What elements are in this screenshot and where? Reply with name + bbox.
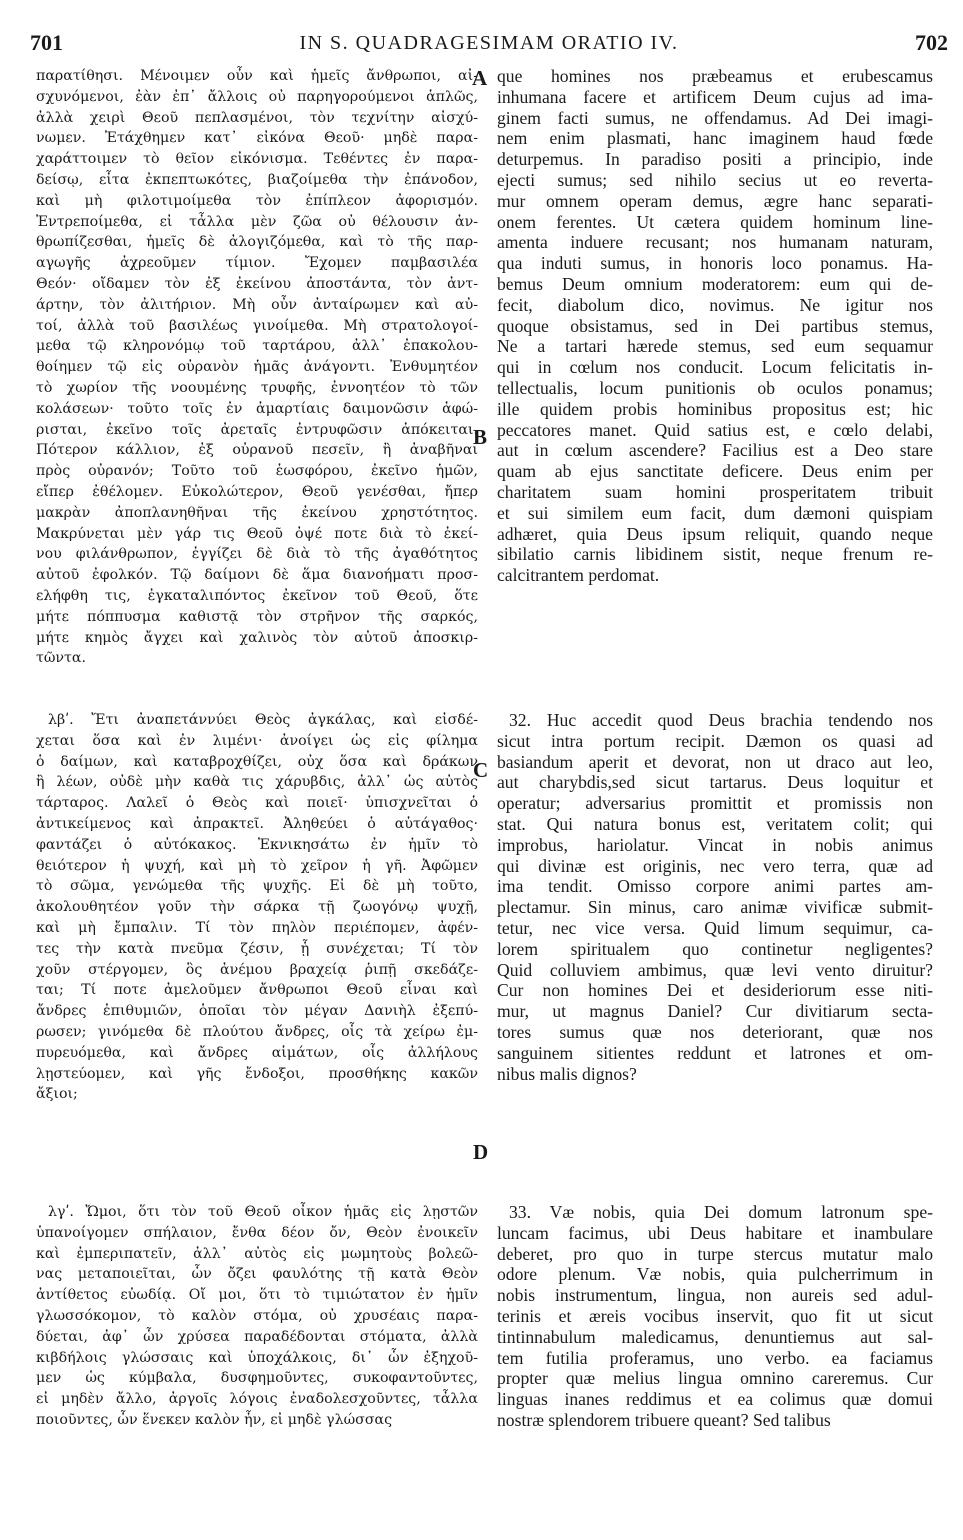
greek-text-line: καὶ μὴ φιλοτιμοίμεθα τὸν ἐπίπλεον ἀφορισμόν. (36, 192, 478, 209)
latin-text-line: 32. Huc accedit quod Deus brachia tendendo nos (509, 710, 933, 730)
latin-text-line: tintinnabulum maledicamus, denuntiemus aut sal- (497, 1326, 933, 1347)
greek-column-section-2 (36, 710, 478, 1105)
greek-text-line: ὑπανοίγομεν σπήλαιον, ἔνθα δέον ὄν, Θεὸν ἐνοικεῖν (36, 1224, 478, 1241)
greek-text-line: άρτην, τὸν ἀλιτήριον. Μὴ οὖν ἀνταίρωμεν καὶ αὐ- (36, 296, 478, 313)
latin-text-line: deberet, pro quo in turpe stercus mutatur malo (497, 1243, 933, 1264)
margin-marker-a: A (472, 66, 488, 90)
latin-text-line: mur omnem operam demus, ægre hanc separati- (497, 190, 933, 211)
latin-text-line: fecit, diabolum dico, novimus. Ne igitur nos (497, 294, 933, 315)
latin-text-line: qui in cœlum nos conducit. Locum felicitatis in- (497, 357, 933, 378)
greek-text-line: μήτε πόππυσμα καθιστᾷ τὸν στρῆνον τῆς σαρκός, (36, 608, 478, 625)
latin-text-line: tetur, nec vice versa. Quid limum sequimur, ca- (497, 917, 933, 938)
latin-text-line: sibilatio carnis libidinem sistit, neque frenum re- (497, 544, 933, 565)
latin-text-line: lorem spiritualem quo continetur negligentes? (497, 938, 933, 959)
latin-text-line: nibus malis dignos? (497, 1063, 637, 1084)
greek-text-line: ται; Τί ποτε ἀμελοῦμεν ἄνθρωποι Θεοῦ εἶναι καὶ (36, 982, 478, 999)
latin-text-line: quoque obsistamus, sed in Dei partibus stemus, (497, 315, 933, 336)
greek-text-line: νωμεν. Ἐτάχθημεν κατ᾽ εἰκόνα Θεοῦ· μηδὲ παρα- (36, 130, 478, 147)
greek-text-line: τὸ χωρίον τῆς νοουμένης τρυφῆς, ἐννοητέον τὸ τῶν (36, 379, 478, 396)
greek-text-line: ἀλλὰ χειρὶ Θεοῦ πεπλασμένοι, τὸν τεχνίτην αἰσχύ- (36, 109, 478, 126)
greek-text-line: δείσῳ, εἶτα ἐκπεπτωκότες, βιαζοίμεθα τὴν ἐπάνοδον, (36, 171, 478, 188)
latin-text-line: Cur non homines Dei et desideriorum esse niti- (497, 980, 933, 1001)
greek-text-line: μεθα τῷ κληρονόμῳ τοῦ ταρτάρου, ἀλλ᾽ ἐπακολου- (36, 338, 478, 355)
latin-text-line: calcitrantem perdomat. (497, 565, 660, 586)
greek-column-section-3 (36, 1202, 478, 1431)
latin-text-line: sicut intra portum recipit. Dæmon os quasi ad (497, 730, 933, 751)
margin-marker-b: B (473, 425, 488, 449)
latin-text-line: inhumana facere et artificem Deum cujus ad ima- (497, 86, 933, 107)
greek-text-line: αγωγῆς ἀχρεοῦμεν τίμιον. Ἔχομεν παμβασιλέα (36, 255, 478, 272)
greek-text-line: τάρταρος. Λαλεῖ ὁ Θεὸς καὶ ποιεῖ· ὑπισχνεῖται ὁ (36, 795, 478, 812)
greek-text-line: ἄνδρες ἐπιθυμιῶν, ὁποῖαι τὸν μέγαν Δανιὴλ ἐξεπύ- (36, 1003, 478, 1020)
greek-text-line: φαντάζει ὁ αὐτόκακος. Ἐκνικησάτω ἐν ἡμῖν τὸ (36, 836, 478, 853)
latin-text-line: aut in cœlum ascendere? Facilius est a Deo stare (497, 440, 933, 461)
greek-text-line: ποιοῦντες, ὧν ἕνεκεν καλὸν ἦν, εἰ μηδὲ γλώσσας (36, 1411, 393, 1428)
greek-text-line: λβʹ. Ἔτι ἀναπετάννύει Θεὸς ἀγκάλας, καὶ εἰσδέ- (48, 712, 478, 728)
latin-text-line: terinis et æreis vocibus inservit, quo fit ut sicut (497, 1305, 933, 1326)
greek-text-line: κιβδήλοις γλώσσαις καὶ ὑποχάλκοις, δι᾽ ὧν ἐξηχοῦ- (36, 1349, 478, 1366)
latin-text-line: stat. Qui natura bonus est, veritatem colit; qui (497, 813, 933, 834)
latin-text-line: charitatem suam homini prosperitatem tribuit (497, 481, 933, 502)
greek-text-line: τες τὴν κατὰ πνεῦμα ζέσιν, ᾗ συνέχεται; Τί τὸν (36, 940, 478, 957)
greek-text-line: ὁ δαίμων, καὶ καταβροχθίζει, οὐχ ὅσα καὶ δράκων (36, 753, 478, 770)
latin-text-line: tellectualis, locum punitionis ob oculos ponamus; (497, 377, 933, 398)
latin-text-line: nem enim plasmati, hanc imaginem haud fœde (497, 128, 933, 149)
greek-text-line: πρὸς οὐρανόν; Τοῦτο τοῦ ἑωσφόρου, ἐκεῖνο ἡμῶν, (36, 463, 478, 480)
greek-text-line: τοί, ἀλλὰ τοῦ βασιλέως γινοίμεθα. Μὴ στρατολογοί- (36, 317, 478, 334)
greek-text-line: εἴπερ ἐθέλομεν. Εὐκολώτερον, Θεοῦ γενέσθαι, ἤπερ (36, 483, 478, 500)
latin-text-line: ejecti sumus; sed nihilo secius ut eo reverta- (497, 169, 933, 190)
greek-text-line: λῃστεύομεν, καὶ γῆς ἔνδοξοι, προσθήκης κακῶν (36, 1065, 478, 1082)
latin-text-line: ille quidem probis hominibus propositus est; hic (497, 398, 933, 419)
greek-text-line: κολάσεων· τοῦτο τοῖς ἐν ἁμαρτίαις δαιμονῶσιν ἀφώ- (36, 400, 478, 417)
latin-text-line: ima tendit. Omisso corpore animi partes am- (497, 876, 933, 897)
greek-text-line: παρατίθησι. Μένοιμεν οὖν καὶ ἡμεῖς ἄνθρωποι, αἰ- (36, 68, 478, 84)
page-number-left: 701 (30, 30, 63, 55)
greek-text-line: ελήφθη τις, ἐγκαταλιπόντος ἐκεῖνον τοῦ Θεοῦ, ὅτε (36, 587, 478, 604)
greek-text-line: νου φιλάνθρωπον, ἐγγίζει δὲ διὰ τὸ τῆς ἀγαθότητος (36, 546, 478, 563)
greek-text-line: καὶ μὴ ἔμπαλιν. Τί τὸν πηλὸν περιέπομεν, ἀφέν- (36, 919, 478, 936)
margin-marker-c: C (473, 758, 489, 782)
greek-text-line: καὶ ἐμπεριπατεῖν, ἀλλ᾽ αὐτὸς εἰς μωμητοὺς βολεῶ- (36, 1245, 478, 1262)
greek-text-line: ρισται, ἐκεῖνο τοῖς ἀρεταῖς ἐντρυφῶσιν ἀπόκειται. (36, 421, 478, 438)
running-title: IN S. QUADRAGESIMAM ORATIO IV. (299, 32, 679, 54)
latin-text-line: propter quæ melius lingua omnino careremus. Cur (497, 1368, 933, 1389)
greek-text-line: μεν ὡς κύμβαλα, δυσφημοῦντες, συκοφαντοῦντες, (36, 1370, 478, 1387)
latin-column-section-2 (497, 710, 933, 1084)
greek-text-line: Ἐντρεποίμεθα, εἰ τἆλλα μὲν ζῶα οὐ θέλουσιν ἀν- (36, 213, 478, 230)
greek-text-line: νας μεταποιεῖται, ὧν ὄζει φαυλότης τῇ κατὰ Θεὸν (36, 1266, 478, 1283)
greek-text-line: θειότερον ἡ ψυχή, καὶ μὴ τὸ χεῖρον ἡ γῆ. Ἀφῶμεν (36, 857, 478, 874)
latin-text-line: linguas inanes reddimus et ea colimus quæ domui (497, 1389, 933, 1410)
greek-text-line: ἢ λέων, οὐδὲ μὴν καθὰ τις χάρυβδις, ἀλλ᾽ ὡς αὐτὸς (36, 774, 478, 791)
latin-text-line: peccatores manet. Quid satius est, e cœlo delabi, (497, 419, 933, 440)
greek-text-line: χεται ὅσα καὶ ἐν λιμένι· ἀνοίγει ὡς εἰς φίλημα (36, 732, 478, 749)
latin-text-line: improbus, hariolatur. Vincat in nobis animus (497, 834, 933, 855)
greek-text-line: ρωσεν; γινόμεθα δὲ πλούτου ἄνδρες, οἷς τὰ χείρω ἐμ- (36, 1023, 478, 1040)
margin-marker-d: D (473, 1140, 489, 1164)
greek-text-line: λγʹ. Ὤμοι, ὅτι τὸν τοῦ Θεοῦ οἶκον ἡμᾶς εἰς λῃστῶν (48, 1204, 478, 1220)
latin-text-line: odore plenum. Væ nobis, quia pulcherrimum in (497, 1264, 933, 1285)
greek-text-line: θρωπίζεσθαι, ἡμεῖς δὲ ἀλογιζόμεθα, καὶ τὸ τῆς παρ- (36, 234, 478, 251)
greek-text-line: γλωσσόκομον, τὸ καλὸν στόμα, οὐ χρυσέαις παρα- (36, 1307, 478, 1324)
greek-text-line: Θεόν· οἴδαμεν τὸν ἐξ ἐκείνου ἀποστάντα, τὸν ἀντ- (36, 275, 478, 292)
latin-column-section-3 (497, 1202, 933, 1431)
latin-text-line: plectamur. Sin minus, caro animæ vivificæ submit- (497, 897, 933, 918)
latin-text-line: Ne a tartari hærede stemus, sed eum sequamur (497, 336, 933, 357)
latin-text-line: tores sumus quæ nos deteriorant, quæ nos (497, 1021, 933, 1042)
greek-text-line: χαράττοιμεν τὸ θεῖον εἰκόνισμα. Τεθέντες ἐν παρα- (36, 151, 478, 168)
greek-text-line: ἀντίθετος εὐωδίᾳ. Οἴ μοι, ὅτι τὸ τιμιώτατον ἐν ἡμῖν (36, 1287, 478, 1304)
greek-text-line: ἄξιοι; (36, 1086, 78, 1103)
greek-text-line: πυρευόμεθα, καὶ ἄνδρες αἱμάτων, οἷς ἀλλήλους (36, 1044, 478, 1061)
latin-text-line: aut charybdis,sed sicut tartarus. Deus loquitur et (497, 772, 933, 793)
latin-text-line: nobis instrumentum, lingua, non aureis sed adul- (497, 1285, 933, 1306)
latin-text-line: quam ab ejus sanctitate deficere. Deus enim per (497, 461, 933, 482)
latin-column-section-1 (497, 66, 933, 586)
latin-text-line: sanguinem sitientes reddunt et latrones et om- (497, 1042, 933, 1063)
latin-text-line: 33. Væ nobis, quia Dei domum latronum spe- (509, 1202, 933, 1222)
latin-text-line: Quid colluviem ambimus, quæ levi vento diruitur? (497, 959, 933, 980)
latin-text-line: et sui similem eum facit, dum dæmoni quispiam (497, 502, 933, 523)
greek-text-line: χοῦν στέργομεν, ὃς ἀνέμου βραχείᾳ ῥιπῇ σκεδάζε- (36, 961, 478, 978)
latin-text-line: luncam facimus, ubi Deus habitare et inambulare (497, 1222, 933, 1243)
greek-text-line: δύεται, ἀφ᾽ ὧν χρύσεα παραδέδονται στόματα, ἀλλὰ (36, 1328, 478, 1345)
latin-text-line: mur, ut magnus Daniel? Cur divitiarum secta- (497, 1001, 933, 1022)
greek-text-line: μήτε κημὸς ἄγχει καὶ χαλινὸς τὸν αὐτοῦ ἀποσκιρ- (36, 629, 478, 646)
latin-text-line: onem ferentes. Ut cætera quidem hominum line- (497, 211, 933, 232)
latin-text-line: ginem facti sumus, ne offendamus. Ad Dei imagi- (497, 107, 933, 128)
latin-text-line: basiandum aperit et devorat, non ut draco aut leo, (497, 751, 933, 772)
latin-text-line: amenta induere recusant; nos humanam naturam, (497, 232, 933, 253)
latin-text-line: nostræ splendorem tribuere queant? Sed talibus (497, 1409, 831, 1430)
latin-text-line: operatur; adversarius promittit et promissis non (497, 793, 933, 814)
latin-text-line: bemus Deum omnium moderatorem: eum qui de- (497, 273, 933, 294)
greek-text-line: μακρὰν ἀποπλανηθῆναι τῆς ἐκείνου χρηστότητος. (36, 504, 478, 521)
greek-text-line: αὐτοῦ ἐφολκόν. Τῷ δαίμονι δὲ ἅμα διανοήματι προσ- (36, 567, 478, 584)
latin-text-line: adhæret, quia Deus ipsum reliquit, quando neque (497, 523, 933, 544)
latin-text-line: qua induti sumus, in honoris loco ponamus. Ha- (497, 253, 933, 274)
latin-text-line: tem futilia proferamus, uno verbo. ea faciamus (497, 1347, 933, 1368)
greek-column-section-1 (36, 66, 478, 669)
greek-text-line: θοίημεν τῷ εἰς οὐρανὸν ἡμᾶς ἀνάγοντι. Ἐνθυμητέον (36, 359, 478, 376)
greek-text-line: ἀντικείμενος καὶ ἀπρακτεῖ. Ἀληθεύει ὁ αὐτάγαθος· (36, 815, 478, 832)
greek-text-line: ἀκολουθητέον γοῦν τὴν σάρκα τῇ ζωογόνῳ ψυχῇ, (36, 899, 478, 916)
greek-text-line: σχυνόμενοι, ἐὰν ἐπ᾽ ἄλλοις οὐ παρηγορούμενοι ἁπλῶς, (36, 88, 478, 105)
page-number-right: 702 (915, 30, 948, 55)
greek-text-line: Μακρύνεται μὲν γάρ τις Θεοῦ ὀψέ ποτε διὰ τὸ ἐκεί- (36, 525, 478, 542)
greek-text-line: τῶντα. (36, 650, 86, 667)
running-header (30, 30, 948, 60)
latin-text-line: deturpemus. In paradiso positi a principio, inde (497, 149, 933, 170)
latin-text-line: qui divinæ est originis, nec vero terra, quæ ad (497, 855, 933, 876)
greek-text-line: Πότερον κάλλιον, ἐξ οὐρανοῦ πεσεῖν, ἢ ἀναβῆναι (36, 442, 478, 459)
latin-text-line: que homines nos præbeamus et erubescamus (497, 66, 933, 86)
greek-text-line: εἰ μηδὲν ἄλλο, ἀργοῖς λόγοις ἐναδολεσχοῦντες, τἆλλα (36, 1391, 478, 1408)
greek-text-line: τὸ σῶμα, γενώμεθα τῆς ψυχῆς. Εἰ δὲ μὴ τοῦτο, (36, 878, 478, 895)
